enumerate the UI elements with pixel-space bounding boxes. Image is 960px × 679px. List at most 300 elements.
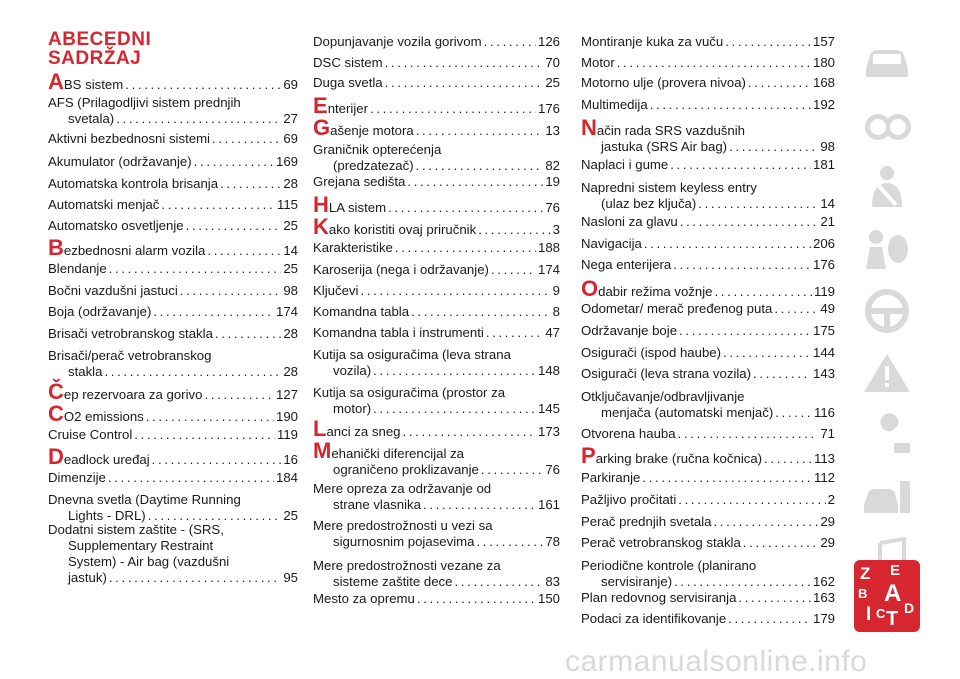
entry-line: [313, 347, 560, 363]
page-number[interactable]: 175: [812, 323, 835, 338]
leader-dots: [481, 462, 543, 478]
entry-line: [313, 142, 560, 158]
leader-dots: [678, 492, 825, 508]
page-number[interactable]: 69: [283, 77, 298, 92]
index-entry[interactable]: [48, 283, 298, 299]
page-number[interactable]: 144: [812, 345, 835, 360]
leader-dots: [186, 218, 282, 234]
index-entry[interactable]: [313, 240, 560, 256]
page-number[interactable]: 14: [283, 243, 298, 258]
leader-dots: [373, 363, 536, 379]
index-entry[interactable]: [313, 385, 560, 417]
entry-text: Plan redovnog servisiranja: [581, 590, 737, 605]
entry-line: [48, 95, 298, 111]
entry-text-continued: menjača (automatski menjač): [601, 405, 774, 420]
badge-letter: Z: [860, 564, 871, 583]
page-number[interactable]: 9: [552, 283, 560, 298]
title-line-2: SADRŽAJ: [48, 48, 142, 69]
entry-line: [48, 235, 298, 260]
entry-line: [48, 348, 298, 364]
entry-line: [313, 497, 560, 513]
entry-text: Grejana sedišta: [313, 174, 406, 189]
index-entry[interactable]: [581, 75, 835, 91]
entry-text: Mere predostrožnosti vezane za: [313, 558, 501, 573]
page-number[interactable]: 82: [545, 158, 560, 173]
page-number[interactable]: 76: [545, 200, 560, 215]
page-number[interactable]: 119: [276, 427, 298, 442]
wrench-car-icon[interactable]: [854, 402, 920, 468]
entry-line: [48, 261, 298, 277]
entry-line: [313, 518, 560, 534]
entry-text: Nasloni za glavu: [581, 214, 678, 229]
index-entry[interactable]: [581, 115, 835, 155]
index-entry[interactable]: [313, 438, 560, 478]
entry-line: [313, 591, 560, 607]
leader-dots: [388, 200, 543, 216]
leader-dots: [729, 139, 818, 155]
entry-text: Motor: [581, 55, 615, 70]
entry-text: Dopunjavanje vozila gorivom: [313, 34, 482, 49]
page-number[interactable]: 174: [275, 304, 298, 319]
index-entry[interactable]: [313, 192, 560, 217]
leader-dots: [748, 75, 811, 91]
index-entry[interactable]: [313, 75, 560, 91]
page-number[interactable]: 162: [812, 574, 835, 589]
page-number[interactable]: 174: [537, 262, 560, 277]
entry-text: Perač vetrobranskog stakla: [581, 535, 741, 550]
index-entry[interactable]: [581, 345, 835, 361]
page-number[interactable]: 98: [283, 283, 298, 298]
page-number[interactable]: 145: [537, 401, 560, 416]
index-entry[interactable]: [581, 590, 835, 606]
leader-dots: [370, 101, 536, 117]
badge-letter: C: [876, 606, 886, 621]
entry-text: Mere predostrožnosti u vezi sa: [313, 518, 493, 533]
leader-dots: [679, 323, 811, 339]
entry-text: Automatsko osvetljenje: [48, 218, 184, 233]
index-entry[interactable]: [313, 142, 560, 174]
leader-dots: [723, 345, 811, 361]
leader-dots: [738, 590, 811, 606]
index-entry[interactable]: [48, 470, 298, 486]
entry-text: ep rezervoara za gorivo: [63, 387, 203, 402]
leader-dots: [714, 284, 812, 300]
index-entry[interactable]: [48, 348, 298, 380]
page-number[interactable]: 25: [283, 508, 298, 523]
entry-text: LA sistem: [328, 200, 387, 215]
entry-line: [581, 426, 835, 442]
leader-dots: [220, 176, 281, 192]
index-entry[interactable]: [581, 236, 835, 252]
leader-dots: [617, 55, 811, 71]
index-entry[interactable]: [313, 262, 560, 278]
entry-text: Karoserija (nega i održavanje): [313, 262, 489, 277]
badge-letter: T: [886, 608, 899, 630]
page-number[interactable]: 184: [275, 470, 298, 485]
index-entry[interactable]: [48, 197, 298, 213]
index-entry[interactable]: [313, 304, 560, 320]
page-number[interactable]: 115: [276, 197, 298, 212]
index-entry[interactable]: [48, 326, 298, 342]
entry-text: Karakteristike: [313, 240, 393, 255]
entry-line: [581, 443, 835, 468]
page-number[interactable]: 70: [545, 55, 560, 70]
seatbelt-person-icon[interactable]: [854, 154, 920, 220]
index-entry[interactable]: [48, 176, 298, 192]
entry-line: [313, 401, 560, 417]
entry-text-continued: (ulaz bez ključa): [601, 196, 697, 211]
page-number[interactable]: 3: [552, 222, 560, 237]
index-entry[interactable]: [48, 235, 298, 260]
entry-line: [313, 93, 560, 118]
page-number[interactable]: 113: [813, 451, 835, 466]
leader-dots: [775, 405, 812, 421]
page-number[interactable]: 157: [812, 34, 835, 49]
leader-dots: [215, 326, 281, 342]
entry-line: [313, 262, 560, 278]
page-number[interactable]: 181: [812, 157, 835, 172]
page-number[interactable]: 119: [813, 284, 835, 299]
leader-dots: [774, 301, 818, 317]
page-number[interactable]: 173: [537, 424, 560, 439]
page-number[interactable]: 76: [545, 462, 560, 477]
index-entry[interactable]: [581, 558, 835, 590]
page-number[interactable]: 78: [545, 534, 560, 549]
index-entry[interactable]: [48, 444, 298, 469]
index-entry[interactable]: [48, 261, 298, 277]
entry-line: [48, 379, 298, 404]
entry-line: [313, 558, 560, 574]
index-entry[interactable]: [581, 514, 835, 530]
entry-text-continued: sisteme zaštite dece: [333, 574, 453, 589]
page-number[interactable]: 148: [537, 363, 560, 378]
index-entry[interactable]: [313, 55, 560, 71]
index-entry[interactable]: [313, 214, 560, 239]
index-entry[interactable]: [581, 34, 835, 50]
page-number[interactable]: 28: [283, 364, 298, 379]
index-entry[interactable]: [581, 443, 835, 468]
index-entry[interactable]: [581, 611, 835, 627]
index-entry[interactable]: [313, 558, 560, 590]
entry-line: [313, 438, 560, 463]
entry-line: [313, 385, 560, 401]
entry-text: Cruise Control: [48, 427, 133, 442]
index-entry[interactable]: [48, 427, 298, 443]
entry-line: [48, 522, 298, 538]
entry-text: Boja (održavanje): [48, 304, 152, 319]
entry-line: [313, 240, 560, 256]
page-number[interactable]: 95: [283, 570, 298, 585]
alphabetical-index-badge[interactable]: [854, 560, 920, 632]
page-number[interactable]: 8: [552, 304, 560, 319]
entry-line: [581, 115, 835, 140]
leader-dots: [728, 611, 811, 627]
entry-text: Kutija sa osiguračima (prostor za: [313, 385, 506, 400]
leader-dots: [416, 158, 544, 174]
index-entry[interactable]: [581, 55, 835, 71]
page-number[interactable]: 116: [813, 405, 835, 420]
entry-text-continued: stakla: [68, 364, 103, 379]
badge-letter: A: [884, 580, 902, 607]
index-entry[interactable]: [581, 426, 835, 442]
entry-line: [313, 363, 560, 379]
page-number[interactable]: 2: [827, 492, 835, 507]
entry-line: [581, 366, 835, 382]
index-entry[interactable]: [581, 535, 835, 551]
leader-dots: [204, 387, 274, 403]
index-entry[interactable]: [313, 34, 560, 50]
leader-dots: [486, 325, 544, 341]
index-entry[interactable]: [313, 347, 560, 379]
index-entry[interactable]: [48, 492, 298, 524]
entry-line: [581, 276, 835, 301]
entry-text-continued: System) - Air bag (vazdušni: [68, 554, 230, 569]
page-number[interactable]: 71: [820, 426, 835, 441]
entry-text: Ključevi: [313, 283, 359, 298]
steering-wheel-icon[interactable]: [854, 278, 920, 344]
page-number[interactable]: 98: [820, 139, 835, 154]
index-letter: H: [313, 192, 329, 217]
index-entry[interactable]: [581, 257, 835, 273]
leader-dots: [194, 154, 274, 170]
entry-text: Dnevna svetla (Daytime Running: [48, 492, 241, 507]
page-number[interactable]: 176: [812, 257, 835, 272]
entry-text-continued: motor): [333, 401, 372, 416]
entry-text-continued: jastuk): [68, 570, 107, 585]
entry-line: [313, 55, 560, 71]
index-entry[interactable]: [581, 366, 835, 382]
entry-text: O2 emissions: [63, 409, 144, 424]
index-letter: E: [313, 93, 328, 118]
index-entry[interactable]: [48, 379, 298, 404]
entry-line: [581, 257, 835, 273]
entry-line: [581, 574, 835, 590]
page-number[interactable]: 16: [283, 452, 298, 467]
entry-text: anci za sneg: [326, 424, 401, 439]
index-letter: D: [48, 444, 64, 469]
index-entry[interactable]: [313, 115, 560, 140]
page-number[interactable]: 179: [812, 611, 835, 626]
page-number[interactable]: 27: [283, 111, 298, 126]
index-entry[interactable]: [581, 492, 835, 508]
entry-line: [313, 192, 560, 217]
page-number[interactable]: 19: [545, 174, 560, 189]
page-number[interactable]: 28: [283, 176, 298, 191]
index-entry[interactable]: [48, 218, 298, 234]
entry-text: Bočni vazdušni jastuci: [48, 283, 178, 298]
index-entry[interactable]: [581, 470, 835, 486]
entry-line: [581, 157, 835, 173]
page-number[interactable]: 161: [537, 497, 560, 512]
leader-dots: [153, 304, 274, 320]
entry-text: Osigurači (leva strana vozila): [581, 366, 752, 381]
page-number[interactable]: 126: [537, 34, 560, 49]
index-entry[interactable]: [48, 69, 298, 94]
entry-line: [313, 34, 560, 50]
entry-text: eadlock uređaj: [63, 452, 150, 467]
page-number[interactable]: 150: [537, 591, 560, 606]
entry-text: Kutija sa osiguračima (leva strana: [313, 347, 511, 362]
index-entry[interactable]: [313, 518, 560, 550]
index-entry[interactable]: [581, 301, 835, 317]
index-entry[interactable]: [48, 154, 298, 170]
leader-dots: [104, 364, 281, 380]
index-letter: K: [313, 214, 329, 239]
leader-dots: [491, 262, 536, 278]
page-number[interactable]: 112: [813, 470, 835, 485]
warning-triangle-icon[interactable]: [854, 340, 920, 406]
page-number[interactable]: 69: [283, 131, 298, 146]
page-number[interactable]: 188: [537, 240, 560, 255]
index-letter: L: [313, 416, 327, 441]
index-entry[interactable]: [313, 174, 560, 190]
leader-dots: [417, 591, 536, 607]
index-entry[interactable]: [48, 401, 298, 426]
entry-text: Brisači/perač vetrobranskog: [48, 348, 212, 363]
leader-dots: [650, 97, 811, 113]
leader-dots: [454, 574, 543, 590]
entry-line: [313, 283, 560, 299]
page-number[interactable]: 28: [283, 326, 298, 341]
index-entry[interactable]: [313, 325, 560, 341]
entry-text: nterijer: [327, 101, 368, 116]
page-number[interactable]: 25: [283, 218, 298, 233]
index-entry[interactable]: [581, 323, 835, 339]
page-number[interactable]: 163: [812, 590, 835, 605]
entry-line: [48, 492, 298, 508]
index-entry[interactable]: [48, 131, 298, 147]
page-number[interactable]: 49: [820, 301, 835, 316]
entry-line: [48, 176, 298, 192]
page-number[interactable]: 25: [545, 75, 560, 90]
leader-dots: [360, 283, 550, 299]
index-entry[interactable]: [581, 180, 835, 212]
entry-line: [581, 323, 835, 339]
index-entry[interactable]: [313, 93, 560, 118]
title-line-1: ABECEDNI: [48, 29, 152, 50]
entry-text: Podaci za identifikovanje: [581, 611, 727, 626]
car-fuel-icon[interactable]: [854, 464, 920, 530]
index-entry[interactable]: [313, 416, 560, 441]
index-entry[interactable]: [48, 522, 298, 586]
entry-line: [48, 197, 298, 213]
leader-dots: [134, 427, 275, 443]
page-number[interactable]: 14: [820, 196, 835, 211]
watermark-text: carmanualsonline.info: [565, 645, 868, 678]
entry-line: [581, 345, 835, 361]
entry-line: [313, 534, 560, 550]
page-number[interactable]: 25: [283, 261, 298, 276]
page-number[interactable]: 13: [545, 123, 560, 138]
airbag-person-icon[interactable]: [854, 216, 920, 282]
leader-dots: [670, 157, 811, 173]
index-entry[interactable]: [581, 157, 835, 173]
entry-line: [48, 131, 298, 147]
leader-dots: [385, 55, 544, 71]
entry-text: arking brake (ručna kočnica): [595, 451, 763, 466]
badge-letter: B: [858, 586, 868, 601]
index-letter: A: [48, 69, 64, 94]
leader-dots: [644, 236, 811, 252]
page-number[interactable]: 192: [812, 97, 835, 112]
index-entry[interactable]: [313, 283, 560, 299]
page-number[interactable]: 83: [545, 574, 560, 589]
page-number[interactable]: 29: [820, 535, 835, 550]
entry-text-continued: svetala): [68, 111, 115, 126]
car-icon[interactable]: [854, 30, 920, 96]
entry-text: Napredni sistem keyless entry: [581, 180, 757, 195]
leader-dots: [207, 243, 281, 259]
leader-dots: [109, 570, 281, 586]
entry-text: Otključavanje/odbravljivanje: [581, 389, 745, 404]
entry-line: [581, 196, 835, 212]
leader-dots: [678, 426, 819, 442]
index-entry[interactable]: [48, 304, 298, 320]
entry-text: Blendanje: [48, 261, 107, 276]
dashboard-gauge-icon[interactable]: [854, 92, 920, 158]
page-number[interactable]: 176: [537, 101, 560, 116]
entry-line: [581, 34, 835, 50]
page-number[interactable]: 190: [275, 409, 298, 424]
entry-line: [581, 214, 835, 230]
page-number[interactable]: 169: [275, 154, 298, 169]
index-entry[interactable]: [581, 97, 835, 113]
leader-dots: [725, 34, 811, 50]
leader-dots: [478, 222, 550, 238]
entry-text: Odometar/ merač pređenog puta: [581, 301, 773, 316]
entry-text: ačin rada SRS vazdušnih: [596, 123, 745, 138]
index-letter: M: [313, 438, 332, 463]
leader-dots: [416, 123, 544, 139]
entry-text: Dimenzije: [48, 470, 106, 485]
entry-text: Nega enterijera: [581, 257, 672, 272]
entry-text: Montiranje kuka za vuču: [581, 34, 724, 49]
index-entry[interactable]: [48, 95, 298, 127]
index-entry[interactable]: [313, 591, 560, 607]
entry-text-continued: sigurnosnim pojasevima: [333, 534, 475, 549]
page-number[interactable]: 29: [820, 514, 835, 529]
leader-dots: [476, 534, 543, 550]
index-entry[interactable]: [581, 214, 835, 230]
entry-line: [48, 283, 298, 299]
entry-line: [48, 304, 298, 320]
page-number[interactable]: 168: [812, 75, 835, 90]
page-number[interactable]: 47: [545, 325, 560, 340]
page-number[interactable]: 180: [812, 55, 835, 70]
leader-dots: [108, 470, 274, 486]
entry-line: [48, 69, 298, 94]
page-number[interactable]: 127: [275, 387, 298, 402]
index-letter: N: [581, 115, 597, 140]
entry-line: [48, 401, 298, 426]
entry-text: DSC sistem: [313, 55, 383, 70]
index-letter: O: [581, 276, 599, 301]
entry-line: [581, 75, 835, 91]
entry-line: [581, 590, 835, 606]
leader-dots: [109, 261, 282, 277]
entry-text: Parkiranje: [581, 470, 641, 485]
badge-letter: I: [866, 604, 872, 625]
index-entry[interactable]: [581, 389, 835, 421]
page-number[interactable]: 143: [812, 366, 835, 381]
entry-text: ašenje motora: [330, 123, 414, 138]
page-number[interactable]: 206: [812, 236, 835, 251]
leader-dots: [764, 451, 812, 467]
page-number[interactable]: 21: [820, 214, 835, 229]
index-entry[interactable]: [581, 276, 835, 301]
index-entry[interactable]: [313, 481, 560, 513]
entry-line: [581, 405, 835, 421]
